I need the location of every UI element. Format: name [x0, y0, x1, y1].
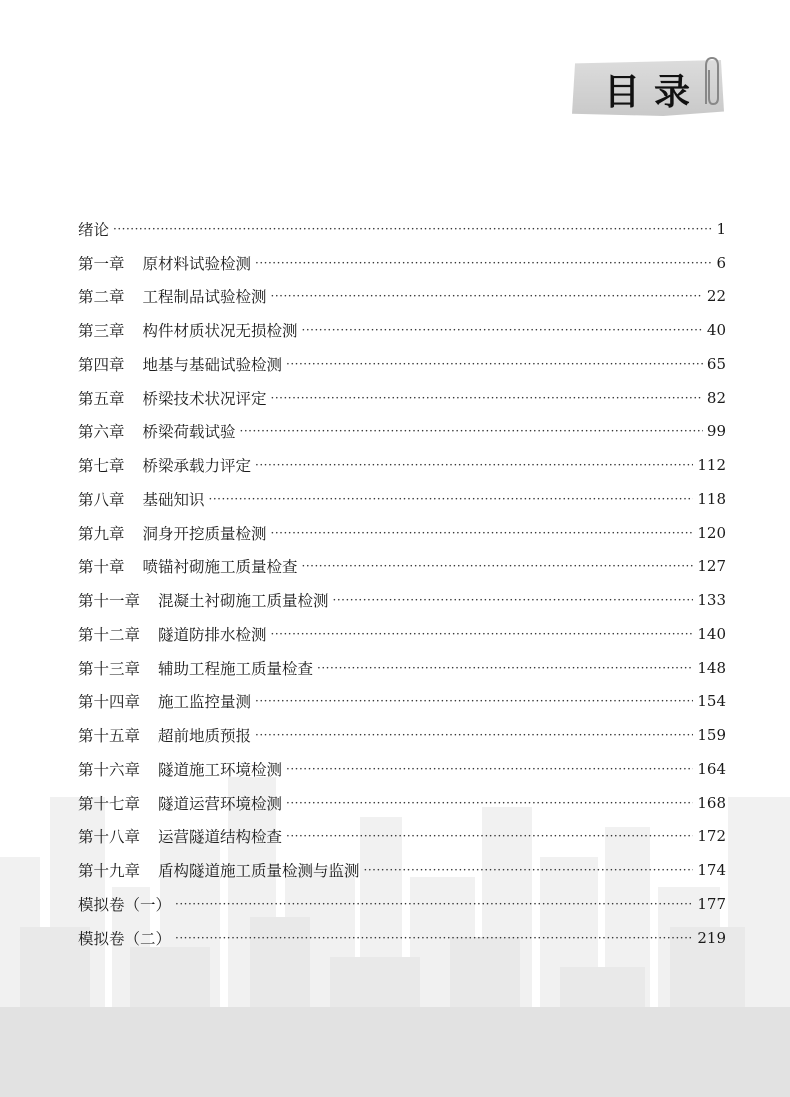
toc-entry[interactable] — [78, 887, 726, 921]
dot-leader — [333, 593, 694, 607]
dot-leader — [255, 728, 693, 742]
toc-entry[interactable] — [78, 718, 726, 752]
toc-chapter-title — [78, 420, 236, 442]
toc-chapter-name: 隧道施工环境检测 — [158, 760, 283, 779]
toc-chapter-name: 喷锚衬砌施工质量检查 — [142, 558, 298, 577]
toc-chapter-number: 第八章 — [78, 490, 125, 509]
toc-page-number: 172 — [697, 827, 726, 846]
toc-page-number: 159 — [697, 726, 726, 745]
dot-leader — [271, 391, 703, 405]
toc-chapter-number: 第十章 — [78, 558, 125, 577]
toc-page-number: 177 — [697, 894, 726, 913]
toc-entry[interactable] — [78, 583, 726, 617]
dot-leader — [255, 694, 693, 708]
toc-page-number: 40 — [706, 321, 726, 340]
toc-entry[interactable] — [78, 415, 726, 449]
toc-page-number: 112 — [697, 456, 726, 475]
dot-leader — [209, 492, 694, 506]
toc-chapter-name: 构件材质状况无损检测 — [142, 322, 298, 341]
page-title: 目录 — [604, 72, 705, 113]
toc-chapter-name: 基础知识 — [142, 490, 205, 509]
toc-page-number: 6 — [716, 253, 726, 272]
toc-entry[interactable] — [78, 212, 726, 246]
dot-leader — [302, 559, 694, 573]
toc-chapter-title — [78, 555, 298, 577]
dot-leader — [271, 526, 694, 540]
toc-chapter-number: 第十一章 — [78, 592, 141, 611]
toc-chapter-title — [78, 927, 171, 949]
toc-chapter-number: 第十二章 — [78, 625, 141, 644]
toc-chapter-title — [78, 353, 282, 375]
dot-leader — [286, 829, 693, 843]
dot-leader — [175, 931, 693, 945]
toc-entry[interactable] — [78, 820, 726, 854]
toc-chapter-number: 第十八章 — [78, 828, 141, 847]
dot-leader — [286, 762, 693, 776]
toc-entry[interactable] — [78, 786, 726, 820]
toc-page-number: 82 — [706, 388, 726, 407]
toc-chapter-name: 盾构隧道施工质量检测与监测 — [158, 862, 360, 881]
toc-chapter-title — [78, 319, 298, 341]
toc-entry[interactable] — [78, 280, 726, 314]
dot-leader — [317, 661, 693, 675]
toc-chapter-number: 第九章 — [78, 524, 125, 543]
toc-page-number: 22 — [706, 287, 726, 306]
toc-chapter-title — [78, 893, 171, 915]
toc-chapter-title — [78, 285, 267, 307]
toc-page-number: 65 — [706, 354, 726, 373]
toc-page-number: 174 — [697, 861, 726, 880]
toc-entry[interactable] — [78, 482, 726, 516]
toc-chapter-title — [78, 825, 282, 847]
toc-page-number: 99 — [706, 422, 726, 441]
dot-leader — [364, 863, 694, 877]
toc-chapter-number: 第四章 — [78, 355, 125, 374]
toc-entry[interactable] — [78, 685, 726, 719]
toc-chapter-name: 混凝土衬砌施工质量检测 — [158, 592, 329, 611]
toc-chapter-name: 原材料试验检测 — [142, 254, 252, 273]
toc-chapter-number: 第十四章 — [78, 693, 141, 712]
toc-page-number: 140 — [697, 624, 726, 643]
toc-entry[interactable] — [78, 246, 726, 280]
toc-chapter-title — [78, 758, 282, 780]
toc-page-number: 168 — [697, 793, 726, 812]
dot-leader — [255, 458, 693, 472]
toc-entry[interactable] — [78, 651, 726, 685]
dot-leader — [302, 323, 703, 337]
toc-page-number: 164 — [697, 759, 726, 778]
toc-page-number: 219 — [697, 928, 726, 947]
toc-entry[interactable] — [78, 516, 726, 550]
toc-chapter-number: 模拟卷（一） — [78, 895, 172, 914]
toc-chapter-name: 辅助工程施工质量检查 — [158, 659, 314, 678]
toc-chapter-name: 超前地质预报 — [158, 727, 252, 746]
toc-chapter-number: 模拟卷（二） — [78, 929, 172, 948]
toc-entry[interactable] — [78, 752, 726, 786]
toc-chapter-title — [78, 488, 205, 510]
toc-entry[interactable] — [78, 617, 726, 651]
toc-chapter-title — [78, 657, 313, 679]
toc-chapter-name: 隧道运营环境检测 — [158, 794, 283, 813]
toc-chapter-name: 运营隧道结构检查 — [158, 828, 283, 847]
dot-leader — [113, 222, 712, 236]
toc-chapter-title — [78, 724, 251, 746]
toc-chapter-number: 第六章 — [78, 423, 125, 442]
toc-chapter-number: 第十三章 — [78, 659, 141, 678]
toc-chapter-name: 施工监控量测 — [158, 693, 252, 712]
toc-chapter-number: 第五章 — [78, 389, 125, 408]
toc-chapter-name: 地基与基础试验检测 — [142, 355, 283, 374]
toc-page-number: 133 — [697, 591, 726, 610]
paperclip-icon — [698, 54, 724, 108]
toc-entry[interactable] — [78, 921, 726, 955]
toc-page-number: 127 — [697, 557, 726, 576]
toc-page-number: 154 — [697, 692, 726, 711]
dot-leader — [255, 256, 712, 270]
dot-leader — [271, 627, 694, 641]
toc-chapter-number: 第十七章 — [78, 794, 141, 813]
table-of-contents — [78, 212, 726, 955]
toc-entry[interactable] — [78, 448, 726, 482]
toc-chapter-number: 第十五章 — [78, 727, 141, 746]
toc-chapter-title — [78, 623, 267, 645]
toc-chapter-name: 桥梁技术状况评定 — [142, 389, 267, 408]
toc-chapter-name: 桥梁荷载试验 — [142, 423, 236, 442]
toc-chapter-name: 洞身开挖质量检测 — [142, 524, 267, 543]
toc-chapter-title — [78, 387, 267, 409]
dot-leader — [175, 897, 693, 911]
toc-chapter-title — [78, 792, 282, 814]
toc-chapter-number: 第十九章 — [78, 862, 141, 881]
toc-chapter-name: 桥梁承载力评定 — [142, 457, 252, 476]
toc-chapter-number: 第三章 — [78, 322, 125, 341]
dot-leader — [286, 357, 703, 371]
dot-leader — [271, 289, 703, 303]
toc-chapter-title — [78, 252, 251, 274]
toc-chapter-number: 第十六章 — [78, 760, 141, 779]
toc-chapter-title — [78, 690, 251, 712]
toc-page-number: 1 — [716, 219, 726, 238]
toc-page-number: 148 — [697, 658, 726, 677]
toc-entry[interactable] — [78, 347, 726, 381]
toc-chapter-title — [78, 218, 109, 240]
toc-chapter-title — [78, 859, 360, 881]
toc-chapter-title — [78, 522, 267, 544]
toc-chapter-number: 第二章 — [78, 288, 125, 307]
dot-leader — [286, 796, 693, 810]
toc-chapter-name: 隧道防排水检测 — [158, 625, 267, 644]
toc-chapter-number: 绪论 — [78, 220, 110, 239]
toc-page-number: 118 — [697, 489, 726, 508]
toc-chapter-name: 工程制品试验检测 — [142, 288, 267, 307]
toc-entry[interactable] — [78, 381, 726, 415]
toc-chapter-number: 第七章 — [78, 457, 125, 476]
toc-chapter-title — [78, 589, 329, 611]
dot-leader — [240, 424, 703, 438]
toc-chapter-number: 第一章 — [78, 254, 125, 273]
toc-entry[interactable] — [78, 853, 726, 887]
toc-entry[interactable] — [78, 313, 726, 347]
toc-entry[interactable] — [78, 550, 726, 584]
toc-chapter-title — [78, 454, 251, 476]
toc-page-number: 120 — [697, 523, 726, 542]
